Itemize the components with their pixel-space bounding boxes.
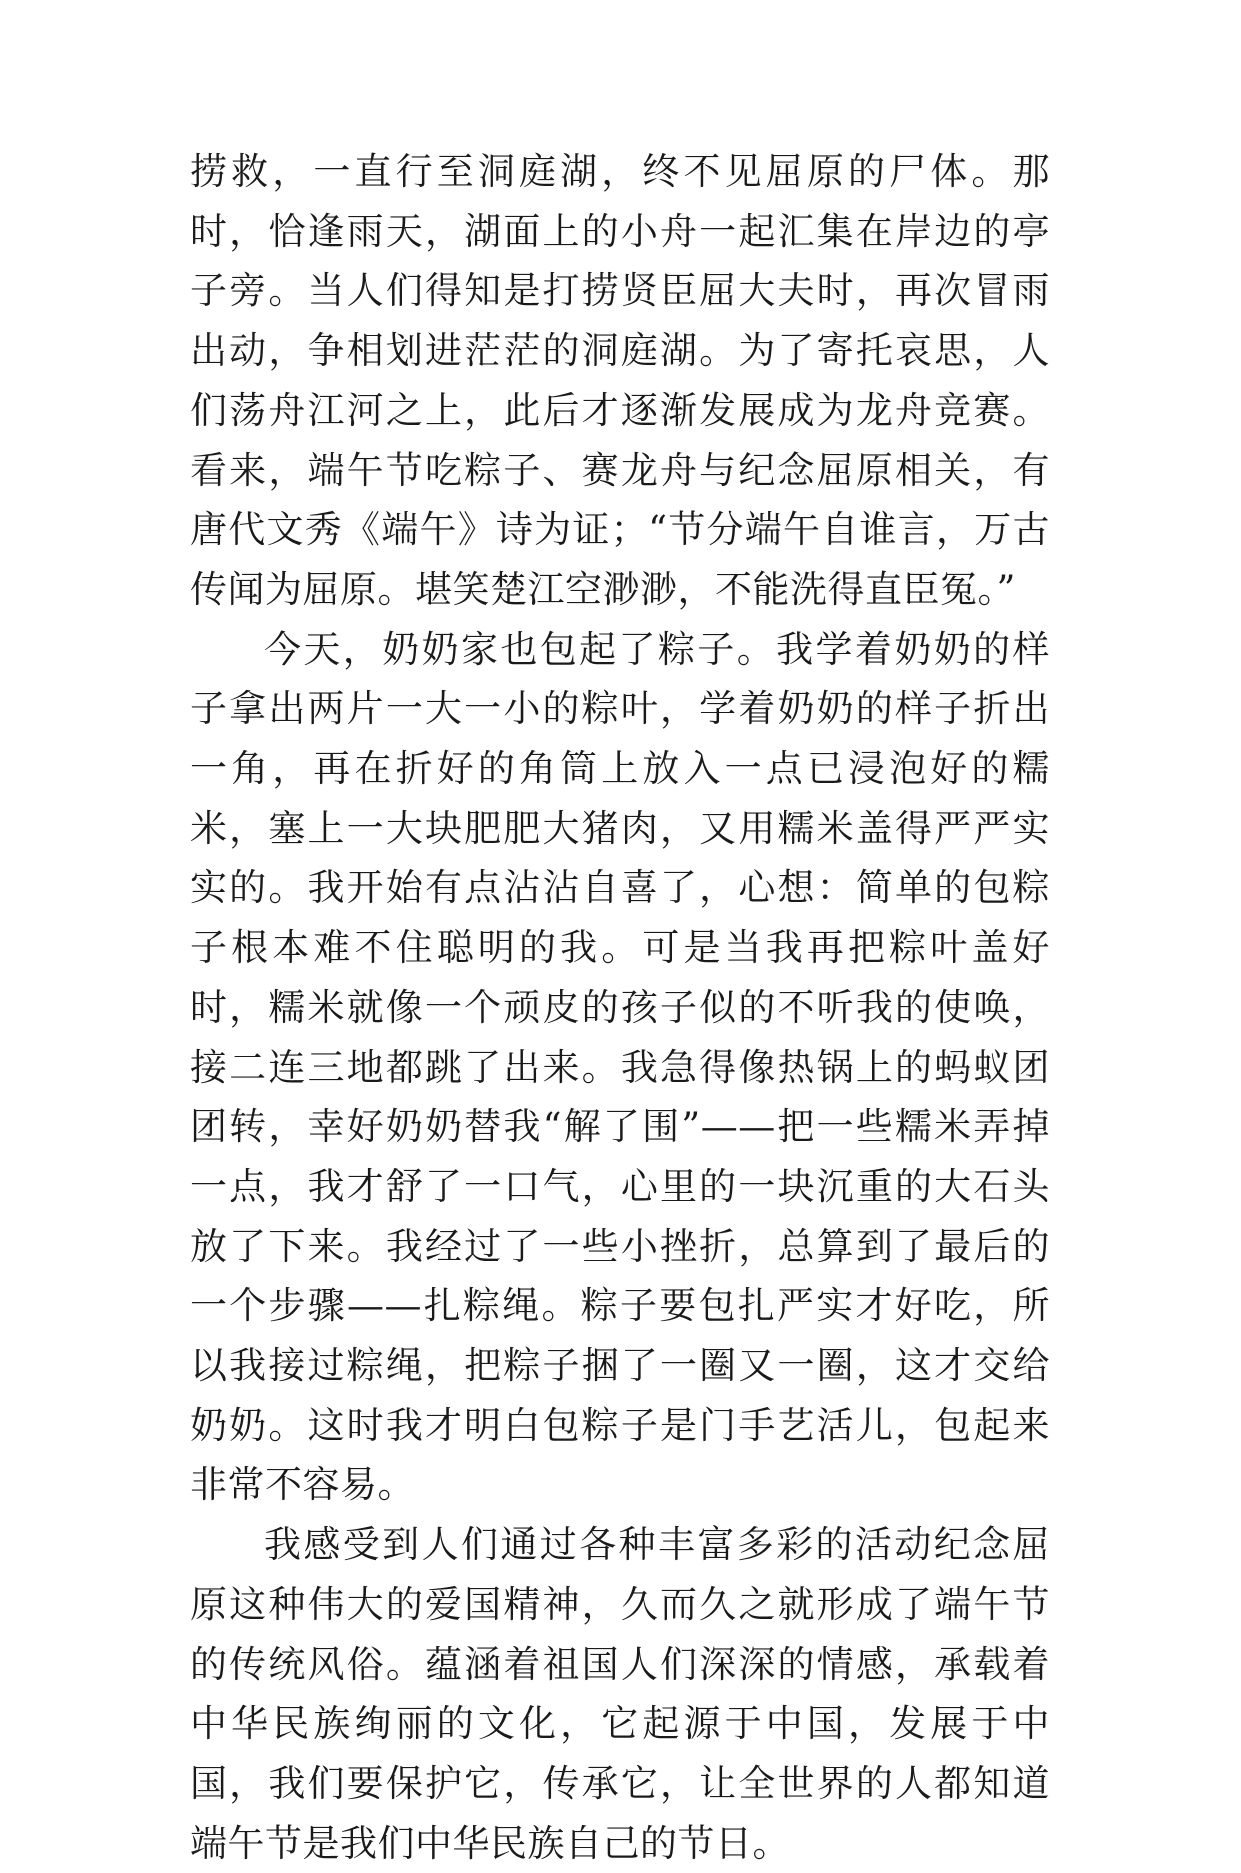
paragraph-continuation: 捞救，一直行至洞庭湖，终不见屈原的尸体。那时，恰逢雨天，湖面上的小舟一起汇集在岸边的亭子旁。当人们得知是打捞贤臣屈大夫时，再次冒雨出动，争相划进茫茫的洞庭湖。为了寄托哀思，人们荡舟江河之上，此后才逐渐发展成为龙舟竞赛。看来，端午节吃粽子、赛龙舟与纪念屈原相关，有唐代文秀《端午》诗为证；“节分端午自谁言，万古传闻为屈原。堪笑楚江空渺渺，不能洗得直臣冤。” [190,150,1050,611]
paragraph-conclusion: 我感受到人们通过各种丰富多彩的活动纪念屈原这种伟大的爱国精神，久而久之就形成了端午节的传统风俗。蕴涵着祖国人们深深的情感，承载着中华民族绚丽的文化，它起源于中国，发展于中国，我们要保护它，传承它，让全世界的人都知道端午节是我们中华民族自己的节日。 [190,1523,1050,1865]
body-text [190,142,1050,1873]
paragraph-making-zongzi: 今天，奶奶家也包起了粽子。我学着奶奶的样子拿出两片一大一小的粽叶，学着奶奶的样子折出一角，再在折好的角筒上放入一点已浸泡好的糯米，塞上一大块肥肥大猪肉，又用糯米盖得严严实实的。我开始有点沾沾自喜了，心想：简单的包粽子根本难不住聪明的我。可是当我再把粽叶盖好时，糯米就像一个顽皮的孩子似的不听我的使唤，接二连三地都跳了出来。我急得像热锅上的蚂蚁团团转，幸好奶奶替我“解了围”——把一些糯米弄掉一点，我才舒了一口气，心里的一块沉重的大石头放了下来。我经过了一些小挫折，总算到了最后的一个步骤——扎粽绳。粽子要包扎严实才好吃，所以我接过粽绳，把粽子捆了一圈又一圈，这才交给奶奶。这时我才明白包粽子是门手艺活儿，包起来非常不容易。 [190,627,1050,1507]
